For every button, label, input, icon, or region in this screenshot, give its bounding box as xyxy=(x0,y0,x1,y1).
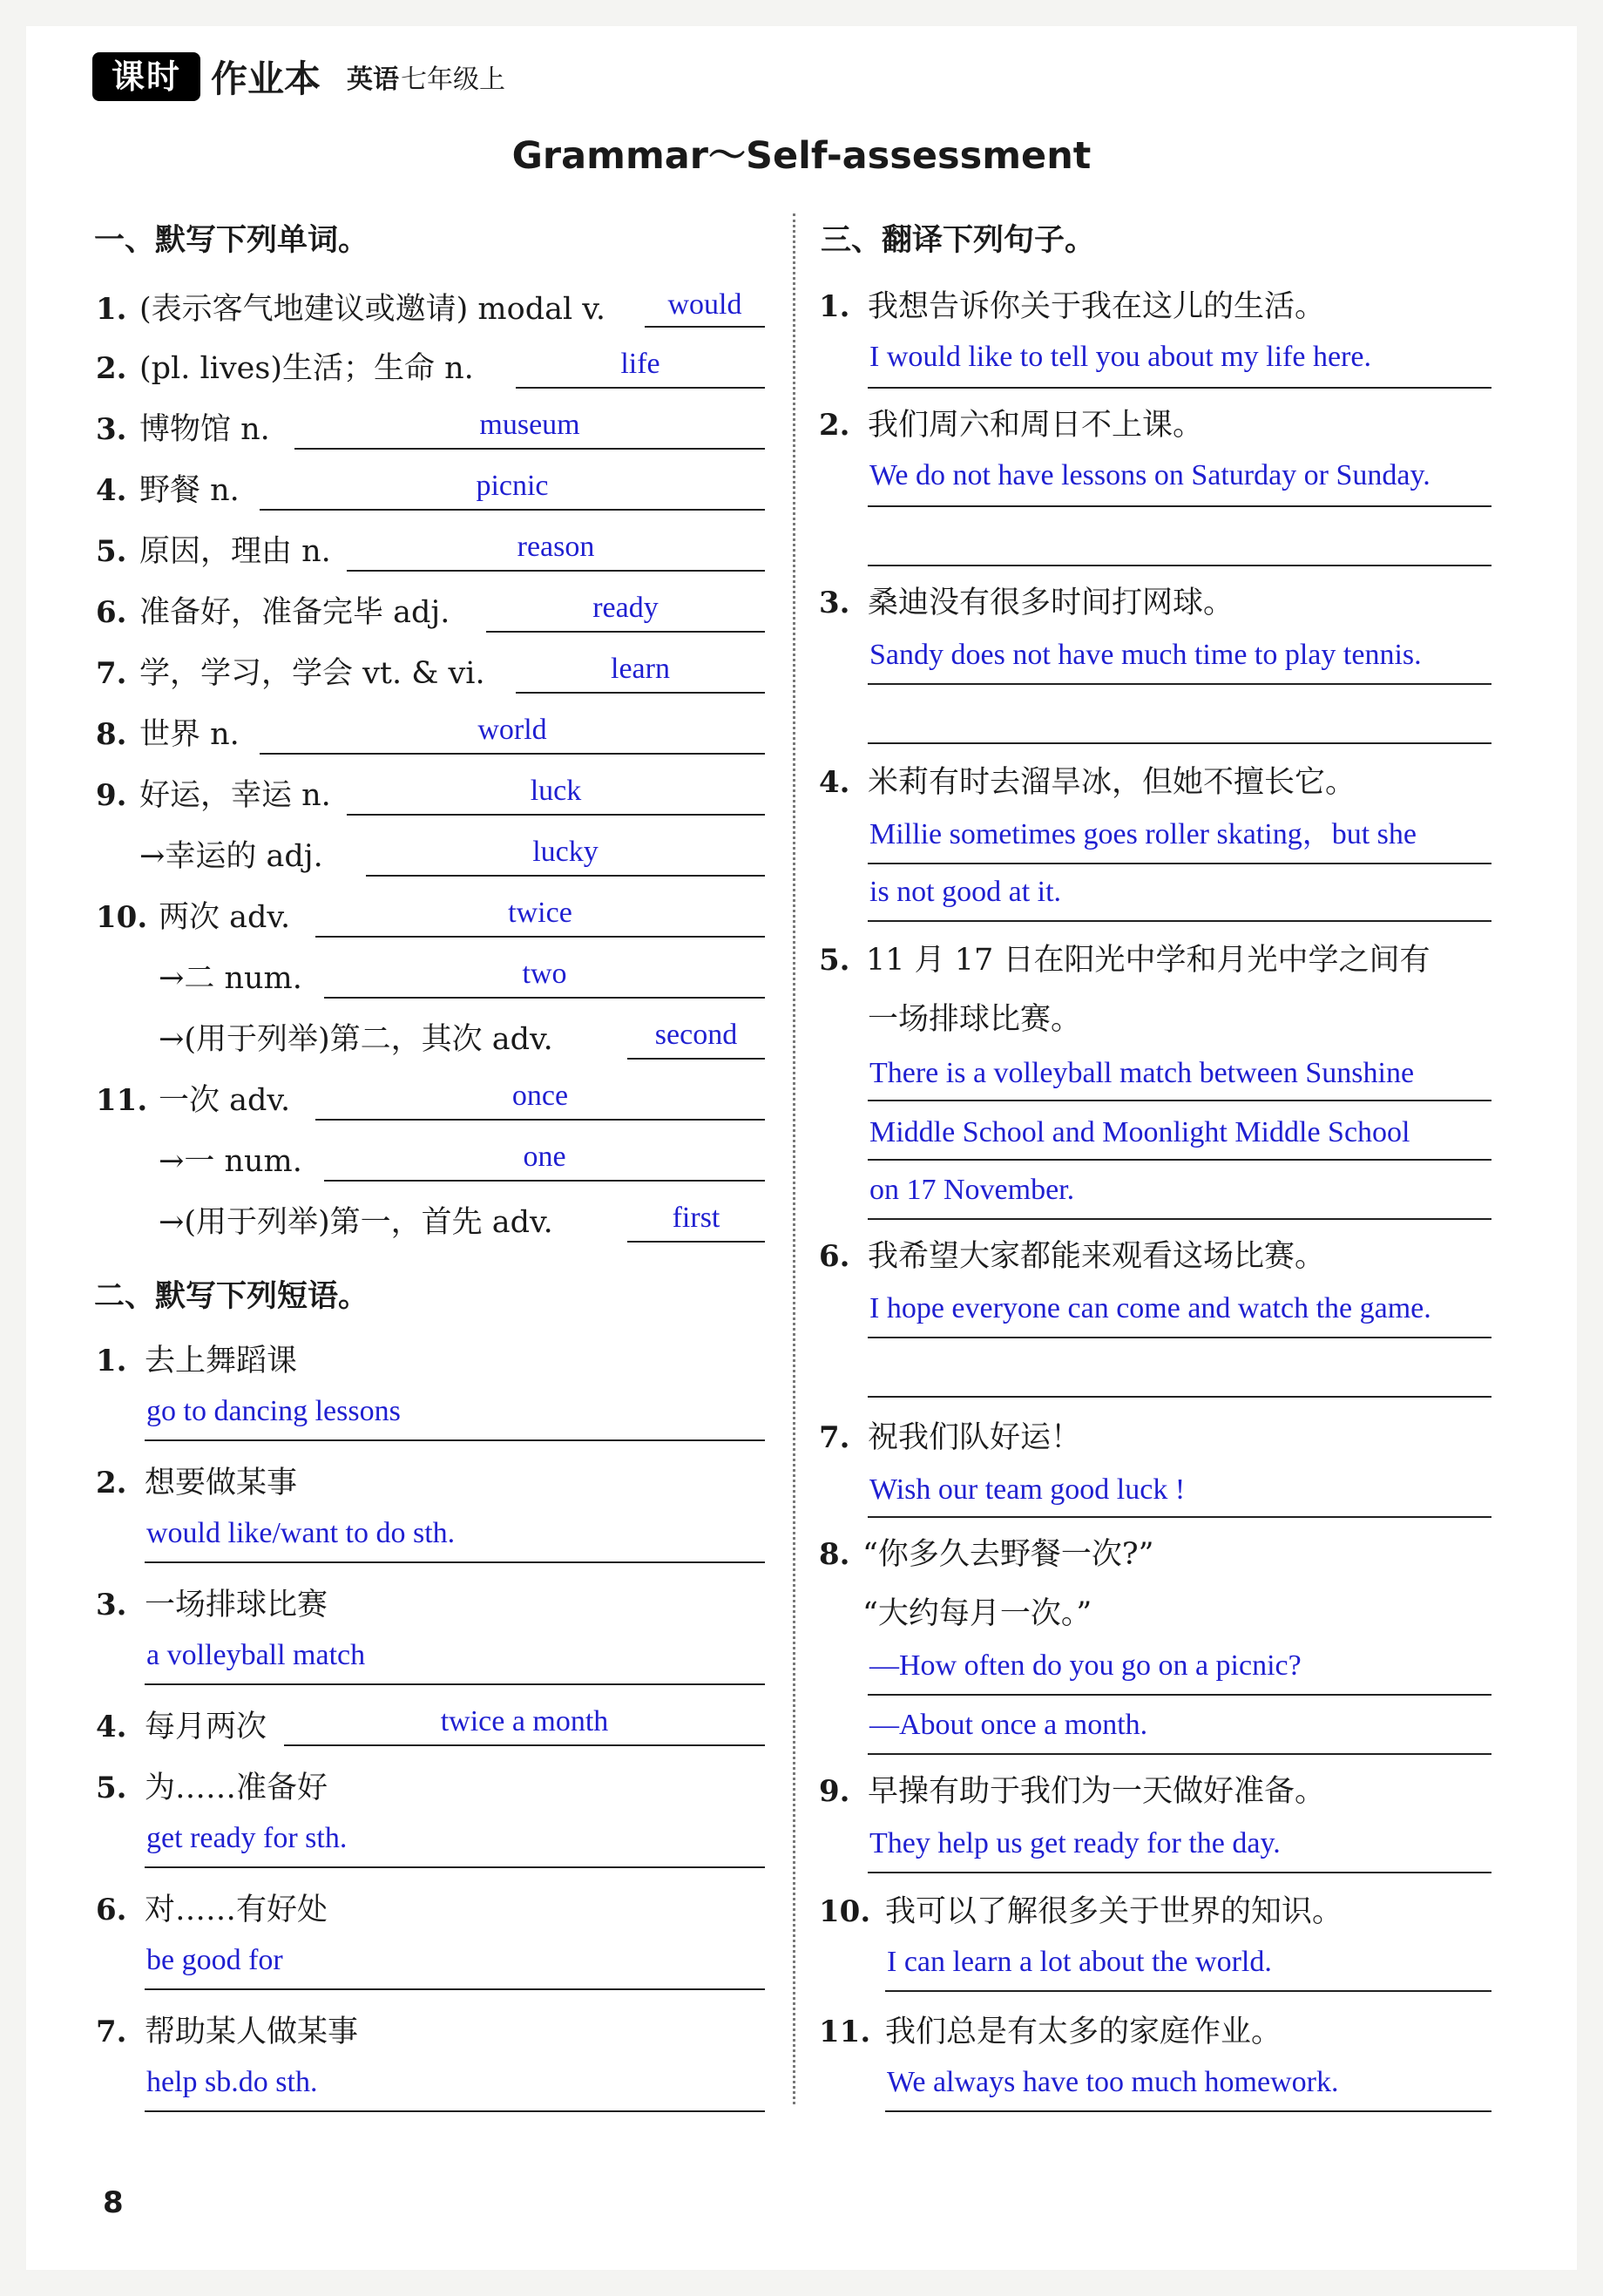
item-answer: get ready for sth. xyxy=(146,1822,348,1854)
answer-line xyxy=(868,1872,1491,1873)
item-answer: There is a volleyball match between Sunshine xyxy=(869,1057,1415,1089)
answer-line xyxy=(868,1337,1491,1338)
answer-line xyxy=(885,1990,1491,1992)
column-divider xyxy=(793,213,795,2104)
section-heading: 三、翻译下列句子。 xyxy=(821,223,1096,258)
item-prompt: 祝我们队好运！ xyxy=(868,1420,1082,1455)
answer-line xyxy=(145,1683,765,1685)
item-answer: lucky xyxy=(532,836,599,868)
item-prompt: 我可以了解很多关于世界的知识。 xyxy=(885,1894,1343,1929)
item-prompt: 每月两次 xyxy=(145,1710,267,1744)
subject: 英语 xyxy=(347,64,400,95)
answer-line xyxy=(868,863,1491,864)
item-answer: would xyxy=(667,288,742,321)
item-prompt: 桑迪没有很多时间打网球。 xyxy=(868,586,1234,620)
item-answer: ready xyxy=(592,592,659,624)
answer-line xyxy=(868,505,1491,507)
item-answer: I would like to tell you about my life here. xyxy=(869,341,1371,373)
answer-line xyxy=(315,1119,765,1121)
answer-line xyxy=(284,1744,765,1746)
answer-line xyxy=(645,326,765,328)
item-answer: second xyxy=(654,1019,738,1051)
answer-line xyxy=(885,2110,1491,2112)
item-prompt: 对……有好处 xyxy=(145,1893,328,1927)
item-prompt: 两次 adv. xyxy=(159,900,291,935)
answer-line xyxy=(868,1396,1491,1398)
item-prompt: “你多久去野餐一次?” xyxy=(862,1537,1154,1572)
answer-line xyxy=(260,753,765,755)
item-prompt: 为……准备好 xyxy=(145,1771,328,1805)
item-prompt: 想要做某事 xyxy=(145,1466,298,1500)
item-answer: twice xyxy=(508,897,572,929)
item-prompt: 世界 n. xyxy=(139,717,240,752)
answer-line xyxy=(145,1866,765,1868)
item-answer: world xyxy=(477,714,547,746)
item-answer: once xyxy=(511,1080,569,1112)
book-name: 作业本 xyxy=(211,58,321,100)
item-answer: two xyxy=(522,958,567,990)
answer-line xyxy=(868,1516,1491,1518)
item-prompt: 我希望大家都能来观看这场比赛。 xyxy=(868,1239,1326,1274)
item-answer: We do not have lessons on Saturday or Sunday. xyxy=(869,459,1431,491)
item-answer: —How often do you go on a picnic? xyxy=(869,1649,1302,1682)
answer-line xyxy=(627,1058,765,1060)
answer-line xyxy=(145,1988,765,1990)
item-answer: life xyxy=(620,348,660,380)
item-prompt: 早操有助于我们为一天做好准备。 xyxy=(868,1774,1326,1809)
item-prompt: (表示客气地建议或邀请) modal v. xyxy=(139,292,606,327)
item-prompt: 我们周六和周日不上课。 xyxy=(868,408,1204,443)
item-prompt: 野餐 n. xyxy=(139,473,240,508)
item-prompt: 学，学习，学会 vt. & vi. xyxy=(139,656,485,691)
item-answer: twice a month xyxy=(440,1705,609,1737)
item-answer: one xyxy=(523,1141,566,1173)
item-answer: I can learn a lot about the world. xyxy=(887,1946,1272,1978)
item-answer: reason xyxy=(517,531,595,563)
answer-line xyxy=(516,387,765,389)
item-answer: —About once a month. xyxy=(869,1709,1148,1741)
item-prompt: 好运，幸运 n. xyxy=(139,778,331,813)
item-prompt: 准备好，准备完毕 adj. xyxy=(139,595,450,630)
item-answer: on 17 November. xyxy=(869,1174,1075,1206)
grade: 七年级上 xyxy=(401,64,506,95)
answer-line xyxy=(868,742,1491,744)
item-answer: help sb.do sth. xyxy=(146,2066,318,2098)
item-answer: would like/want to do sth. xyxy=(146,1517,456,1549)
item-prompt: →(用于列举)第一，首先 adv. xyxy=(159,1205,553,1240)
item-answer: learn xyxy=(611,653,670,685)
item-answer: museum xyxy=(479,409,580,441)
answer-line xyxy=(347,814,765,816)
item-answer: They help us get ready for the day. xyxy=(869,1827,1281,1859)
answer-line xyxy=(324,997,765,999)
item-prompt: →一 num. xyxy=(159,1144,302,1179)
item-prompt: →(用于列举)第二，其次 adv. xyxy=(159,1022,553,1057)
item-answer: Middle School and Moonlight Middle School xyxy=(869,1116,1410,1148)
item-prompt: 原因，理由 n. xyxy=(139,534,331,569)
item-prompt: 我们总是有太多的家庭作业。 xyxy=(885,2015,1282,2049)
page-title: Grammar～Self-assessment xyxy=(511,134,1092,178)
answer-line xyxy=(145,1439,765,1441)
answer-line xyxy=(868,1753,1491,1755)
answer-line xyxy=(294,448,765,450)
item-prompt: 米莉有时去溜旱冰，但她不擅长它。 xyxy=(868,765,1356,800)
page-number: 8 xyxy=(103,2185,124,2220)
item-answer: Wish our team good luck ! xyxy=(869,1473,1186,1506)
item-prompt: 一次 adv. xyxy=(159,1083,291,1118)
answer-line xyxy=(486,631,765,633)
answer-line xyxy=(366,875,765,877)
answer-line xyxy=(868,683,1491,685)
answer-line xyxy=(868,1218,1491,1220)
answer-line xyxy=(324,1180,765,1182)
answer-line xyxy=(868,1100,1491,1101)
item-prompt: (pl. lives)生活；生命 n. xyxy=(139,351,474,386)
answer-line xyxy=(868,920,1491,922)
section-heading: 一、默写下列单词。 xyxy=(94,223,369,258)
answer-line xyxy=(347,570,765,572)
answer-line xyxy=(868,1159,1491,1161)
item-answer: Millie sometimes goes roller skating，but she xyxy=(869,818,1417,850)
item-answer: go to dancing lessons xyxy=(146,1395,401,1427)
answer-line xyxy=(627,1241,765,1243)
brand-logo: 课时 xyxy=(92,52,200,101)
item-prompt: 去上舞蹈课 xyxy=(145,1344,298,1378)
answer-line xyxy=(145,1561,765,1563)
item-prompt: 博物馆 n. xyxy=(139,412,270,447)
answer-line xyxy=(260,509,765,511)
header xyxy=(92,51,505,103)
item-answer: a volleyball match xyxy=(146,1639,366,1671)
item-answer: luck xyxy=(530,775,582,807)
item-prompt: 我想告诉你关于我在这儿的生活。 xyxy=(868,289,1326,324)
item-prompt: 帮助某人做某事 xyxy=(145,2015,359,2049)
answer-line xyxy=(868,565,1491,566)
item-answer: first xyxy=(672,1202,720,1234)
item-prompt: 一场排球比赛 xyxy=(145,1588,328,1622)
item-answer: I hope everyone can come and watch the game. xyxy=(869,1292,1431,1324)
answer-line xyxy=(868,387,1491,389)
item-answer: is not good at it. xyxy=(869,876,1062,908)
item-prompt: →幸运的 adj. xyxy=(139,839,323,874)
item-prompt: 11 月 17 日在阳光中学和月光中学之间有 xyxy=(866,943,1431,978)
section-heading: 二、默写下列短语。 xyxy=(94,1279,369,1314)
answer-line xyxy=(315,936,765,938)
answer-line xyxy=(868,1694,1491,1696)
item-answer: picnic xyxy=(476,470,549,502)
answer-line xyxy=(145,2110,765,2112)
item-answer: We always have too much homework. xyxy=(887,2066,1339,2098)
answer-line xyxy=(516,692,765,694)
item-answer: be good for xyxy=(146,1944,283,1976)
item-prompt: “大约每月一次。” xyxy=(862,1596,1092,1631)
item-prompt: 一场排球比赛。 xyxy=(868,1002,1082,1037)
item-prompt: →二 num. xyxy=(159,961,302,996)
item-answer: Sandy does not have much time to play tennis. xyxy=(869,639,1422,671)
